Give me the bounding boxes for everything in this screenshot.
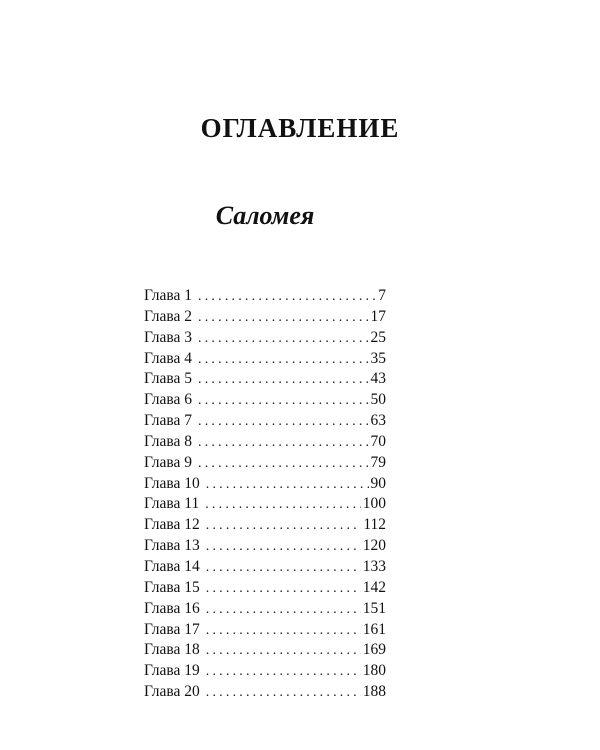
toc-entry-page: 43 (370, 370, 386, 388)
toc-entry-label: Глава 12 (144, 516, 200, 534)
toc-entry-leader (206, 641, 361, 661)
section-title: Саломея (215, 201, 315, 230)
toc-entry-leader (198, 287, 376, 307)
toc-entry-label: Глава 16 (144, 599, 200, 617)
table-of-contents (144, 286, 386, 703)
toc-entry-page: 17 (370, 307, 386, 325)
toc-entry (144, 307, 386, 328)
toc-entry (144, 682, 386, 703)
toc-entry-leader (206, 579, 361, 599)
toc-entry-leader (198, 350, 368, 370)
toc-entry-label: Глава 1 (144, 287, 193, 304)
toc-entry-page: 180 (362, 662, 386, 680)
toc-entry-label: Глава 15 (144, 578, 200, 596)
toc-entry-leader (198, 433, 368, 453)
toc-entry (144, 515, 386, 536)
toc-entry-label: Глава 8 (144, 432, 193, 450)
toc-entry-label: Глава 6 (144, 391, 193, 409)
toc-entry (144, 432, 386, 453)
toc-entry (144, 620, 386, 641)
toc-entry-leader (206, 516, 362, 536)
toc-entry-page: 112 (363, 516, 386, 534)
toc-entry-leader (205, 495, 361, 515)
toc-entry-page: 142 (362, 578, 386, 596)
toc-entry-page: 161 (362, 620, 386, 638)
toc-entry (144, 557, 386, 578)
toc-entry-page: 35 (370, 349, 386, 367)
toc-entry-page: 90 (370, 474, 386, 492)
page-title: ОГЛАВЛЕНИЕ (200, 113, 400, 143)
toc-entry (144, 474, 386, 495)
toc-entry-page: 70 (370, 432, 386, 450)
toc-entry-page: 188 (362, 683, 386, 701)
toc-entry-page: 100 (362, 495, 386, 513)
toc-entry-leader (198, 412, 368, 432)
toc-entry (144, 599, 386, 620)
toc-entry-label: Глава 4 (144, 349, 193, 367)
toc-entry-page: 79 (370, 453, 386, 471)
toc-entry-page: 7 (378, 287, 386, 304)
toc-entry-label: Глава 9 (144, 453, 193, 471)
toc-entry-leader (198, 308, 368, 328)
toc-entry-page: 133 (362, 557, 386, 575)
toc-entry-label: Глава 10 (144, 474, 200, 492)
toc-entry-leader (206, 683, 361, 703)
toc-entry-leader (198, 329, 368, 349)
toc-entry-label: Глава 7 (144, 412, 193, 430)
toc-entry-label: Глава 11 (144, 495, 200, 513)
toc-entry-leader (198, 454, 368, 474)
toc-entry (144, 349, 386, 370)
toc-entry (144, 661, 386, 682)
toc-entry-leader (198, 370, 368, 390)
toc-entry (144, 494, 386, 515)
toc-entry-label: Глава 19 (144, 662, 200, 680)
toc-entry-label: Глава 2 (144, 307, 193, 325)
toc-entry (144, 453, 386, 474)
toc-entry-page: 63 (370, 412, 386, 430)
toc-entry-leader (198, 391, 368, 411)
toc-entry (144, 578, 386, 599)
toc-entry (144, 640, 386, 661)
toc-entry-leader (206, 600, 361, 620)
toc-entry-page: 151 (362, 599, 386, 617)
toc-entry (144, 411, 386, 432)
toc-entry (144, 286, 386, 307)
toc-entry-page: 169 (362, 641, 386, 659)
toc-entry-label: Глава 20 (144, 683, 200, 701)
toc-entry-label: Глава 17 (144, 620, 200, 638)
toc-entry (144, 328, 386, 349)
toc-entry-page: 50 (370, 391, 386, 409)
toc-entry-leader (206, 475, 369, 495)
toc-entry-label: Глава 5 (144, 370, 193, 388)
toc-entry-leader (206, 558, 361, 578)
toc-entry-label: Глава 3 (144, 328, 193, 346)
toc-entry-leader (206, 537, 361, 557)
toc-entry-label: Глава 14 (144, 557, 200, 575)
toc-entry (144, 390, 386, 411)
toc-entry-leader (206, 621, 361, 641)
toc-entry-page: 25 (370, 328, 386, 346)
toc-entry-page: 120 (362, 537, 386, 555)
toc-entry-label: Глава 18 (144, 641, 200, 659)
toc-entry-label: Глава 13 (144, 537, 200, 555)
toc-entry (144, 369, 386, 390)
toc-entry-leader (206, 662, 361, 682)
toc-entry (144, 536, 386, 557)
